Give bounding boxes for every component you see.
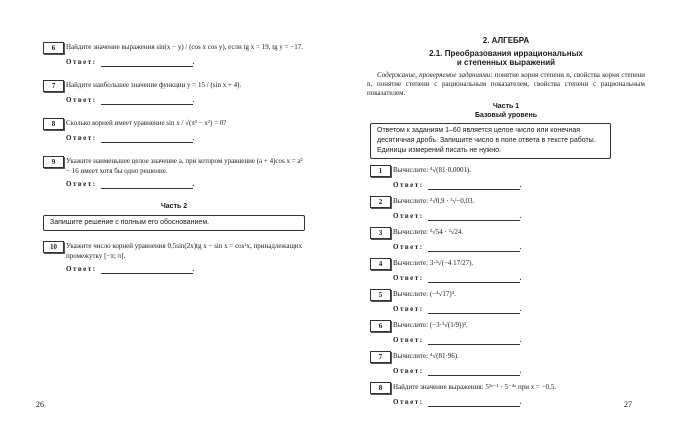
answer-field[interactable]: Ответ: . xyxy=(66,180,195,188)
task-item xyxy=(370,351,620,376)
answer-line[interactable] xyxy=(101,265,193,274)
answer-label: Ответ: xyxy=(66,134,97,142)
answer-field[interactable]: Ответ: . xyxy=(66,265,195,273)
answer-label: Ответ: xyxy=(393,243,424,251)
task-item xyxy=(370,165,620,190)
task-number: 7 xyxy=(370,351,391,363)
task-number: 6 xyxy=(43,42,64,54)
task-text: Сколько корней имеет уравнение sin x / √(π² − x²) = 0? xyxy=(66,119,227,127)
section-line-1: 2.1. Преобразования иррациональных xyxy=(429,49,583,58)
answer-field[interactable]: Ответ: . xyxy=(393,274,522,282)
answer-label: Ответ: xyxy=(66,265,97,273)
task-text: Найдите наибольшее значение функции y = 15 / (sin x + 4). xyxy=(66,81,242,89)
level-title: Базовый уровень xyxy=(474,112,538,119)
task-item xyxy=(43,42,305,67)
chapter-title: 2. АЛГЕБРА xyxy=(482,36,530,45)
page-number: 26 xyxy=(36,400,44,409)
task-item xyxy=(370,196,620,221)
task-text: Вычислите: ³√0,9 · ³√−0,03. xyxy=(393,197,475,205)
answer-line[interactable] xyxy=(101,58,193,67)
task-item xyxy=(370,289,620,314)
answer-line[interactable] xyxy=(101,134,193,143)
answer-line[interactable] xyxy=(428,181,520,190)
answer-label: Ответ: xyxy=(393,398,424,406)
content-text: понятие корня степени n, свойства корня степени n, понятие степени с рациональным показателем, свойства степени с рациональным показателем. xyxy=(367,71,646,97)
right-page xyxy=(337,0,674,447)
answer-label: Ответ: xyxy=(393,212,424,220)
content-description xyxy=(367,71,645,98)
task-text: Укажите число корней уравнения 0,5sin(2x)tg x − sin x = cos²x, принадлежащих промежутку [−π; π]. xyxy=(66,242,303,260)
part1-title: Часть 1 xyxy=(492,103,520,110)
answer-field[interactable]: Ответ: . xyxy=(393,212,522,220)
task-text: Вычислите: ⁴√(81·96). xyxy=(393,352,459,360)
part2-instruction: Запишите решение с полным его обоснованием. xyxy=(43,215,305,231)
task-number: 1 xyxy=(370,165,391,177)
answer-field[interactable]: Ответ: . xyxy=(66,58,195,66)
answer-label: Ответ: xyxy=(393,181,424,189)
task-text: Укажите наименьшее целое значение a, при котором уравнение (a + 4)cos x = a² − 16 имеет хотя бы одно решение. xyxy=(66,157,303,175)
task-number: 2 xyxy=(370,196,391,208)
answer-label: Ответ: xyxy=(393,305,424,313)
task-text: Найдите значение выражения sin(x − y) / (cos x cos y), если tg x = 19, tg y = −17. xyxy=(66,43,304,51)
answer-field[interactable]: Ответ: . xyxy=(393,367,522,375)
answer-line[interactable] xyxy=(101,96,193,105)
task-item xyxy=(370,258,620,283)
answer-field[interactable]: Ответ: . xyxy=(393,398,522,406)
answer-line[interactable] xyxy=(428,274,520,283)
answer-line[interactable] xyxy=(428,367,520,376)
task-number: 3 xyxy=(370,227,391,239)
task-number: 8 xyxy=(370,382,391,394)
task-number: 7 xyxy=(43,80,64,92)
answer-line[interactable] xyxy=(428,212,520,221)
task-text: Вычислите: ³√54 · ³√24. xyxy=(393,228,464,236)
answer-label: Ответ: xyxy=(393,274,424,282)
task-item xyxy=(43,118,305,143)
answer-label: Ответ: xyxy=(393,367,424,375)
task-item xyxy=(43,80,305,105)
answer-label: Ответ: xyxy=(66,180,97,188)
task-number: 4 xyxy=(370,258,391,270)
answer-line[interactable] xyxy=(101,180,193,189)
answer-field[interactable]: Ответ: . xyxy=(66,134,195,142)
task-text: Вычислите: 3·³√(−4 17/27). xyxy=(393,259,474,267)
task-item xyxy=(370,382,620,407)
answer-label: Ответ: xyxy=(66,58,97,66)
task-10 xyxy=(43,241,305,274)
task-item xyxy=(370,227,620,252)
section-title xyxy=(367,49,645,67)
answer-line[interactable] xyxy=(428,305,520,314)
task-number: 10 xyxy=(43,241,64,253)
task-number: 8 xyxy=(43,118,64,130)
task-text: Вычислите: (−⁴√17)⁴. xyxy=(393,290,456,298)
answer-field[interactable]: Ответ: . xyxy=(66,96,195,104)
task-number: 9 xyxy=(43,156,64,168)
task-text: Найдите значение выражения: 5²ˣ⁻¹ · 5⁻⁴ˣ при x = −0,5. xyxy=(393,383,557,391)
task-item xyxy=(370,320,620,345)
part2-title: Часть 2 xyxy=(160,203,188,210)
content-label: Содержание, проверяемое заданиями: xyxy=(377,71,493,79)
task-number: 6 xyxy=(370,320,391,332)
answer-field[interactable]: Ответ: . xyxy=(393,305,522,313)
answer-field[interactable]: Ответ: . xyxy=(393,181,522,189)
answer-field[interactable]: Ответ: . xyxy=(393,243,522,251)
answer-label: Ответ: xyxy=(393,336,424,344)
answer-line[interactable] xyxy=(428,336,520,345)
task-number: 5 xyxy=(370,289,391,301)
task-text: Вычислите: (−3·³√(1/9))³. xyxy=(393,321,468,329)
task-item xyxy=(43,156,305,189)
answer-field[interactable]: Ответ: . xyxy=(393,336,522,344)
page-number: 27 xyxy=(624,400,632,409)
answer-label: Ответ: xyxy=(66,96,97,104)
answer-line[interactable] xyxy=(428,243,520,252)
instruction-box: Ответом к заданиям 1–60 является целое число или конечная десятичная дробь. Запишите число в поле ответа в тексте работы. Единицы измерений писать не нужно. xyxy=(370,123,611,159)
task-text: Вычислите: ⁴√(81·0,0001). xyxy=(393,166,472,174)
answer-line[interactable] xyxy=(428,398,520,407)
section-line-2: и степенных выражений xyxy=(456,58,556,67)
